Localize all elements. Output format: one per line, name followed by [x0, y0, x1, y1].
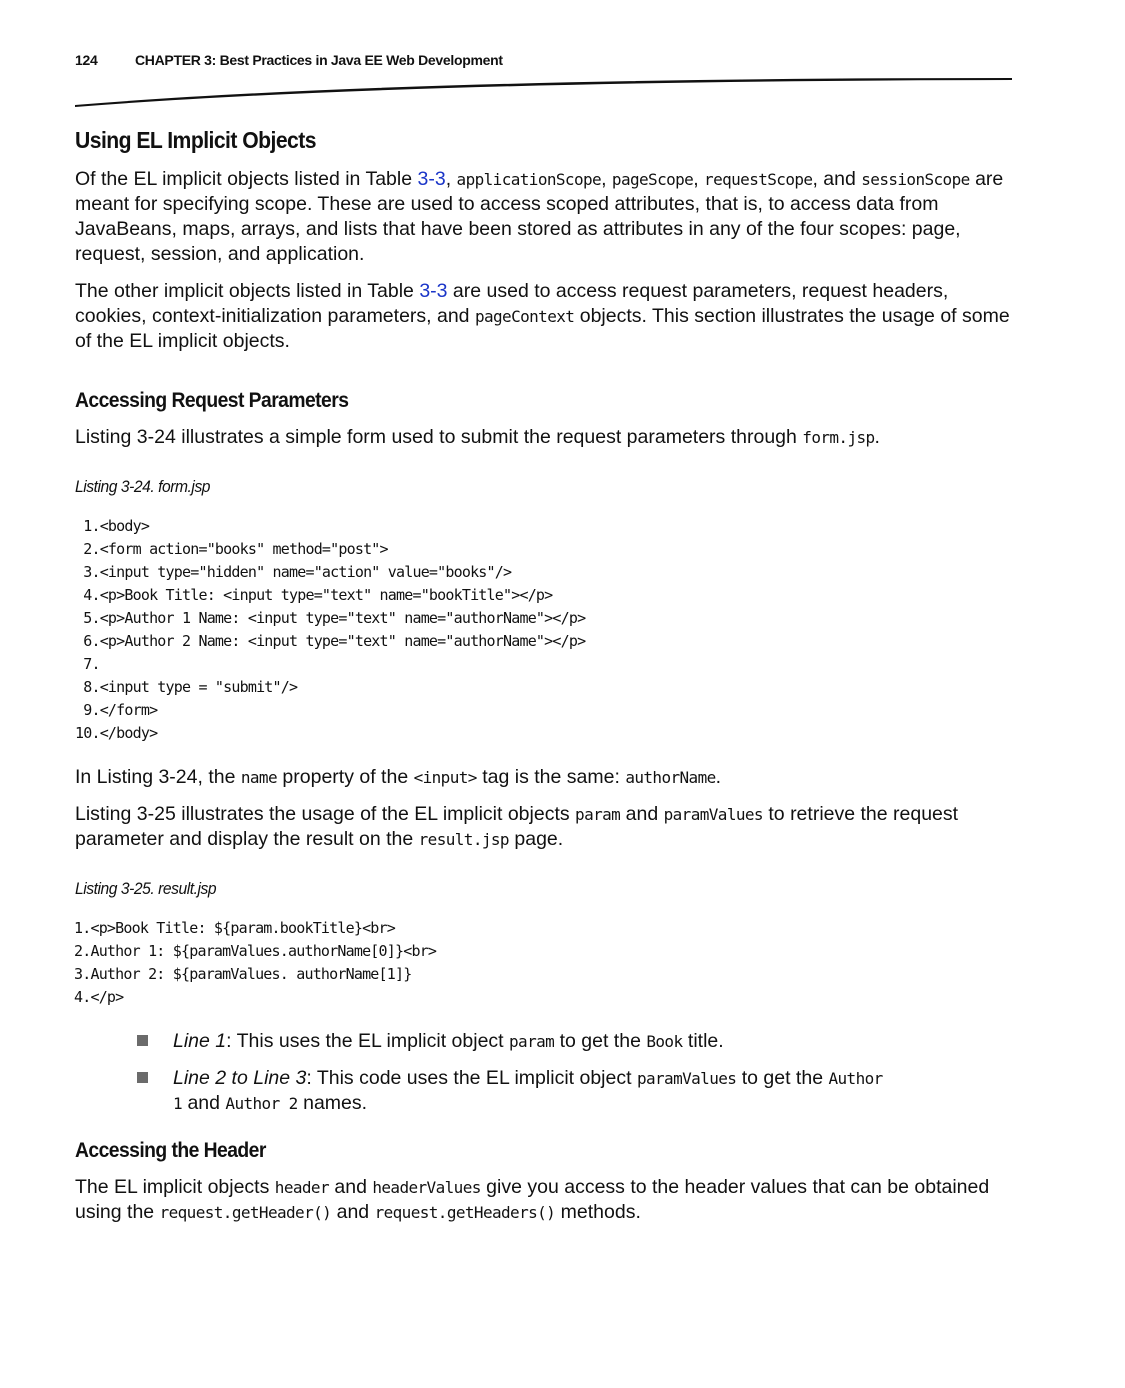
code-author-1: Author 1 — [173, 1069, 883, 1113]
code-param-values: paramValues — [636, 1069, 737, 1088]
paragraph-listing-3-25-intro — [75, 802, 1015, 852]
paragraph-header-objects — [75, 1175, 1015, 1225]
text: In Listing 3-24, the — [75, 766, 241, 788]
text: : This uses the EL implicit object — [226, 1030, 510, 1052]
text: , — [445, 168, 457, 190]
code-name: name — [240, 768, 277, 787]
listing-3-24-code: 1.<body> 2.<form action="books" method="post"> 3.<input type="hidden" name="action" value="books"/> 4.<p>Book Title: <input type="text" name="bookTitle"></p> 5.<p>Author 1 Name: <input type="text" name="authorName"></p> 6.<p>Author 2 Name: <input type="text" name="authorName"></p> 7. 8.<input type = "submit"/> 9.</form> 10.</body> — [75, 517, 586, 742]
code-param: param — [575, 805, 621, 824]
text: , and — [812, 168, 862, 190]
bullet-list — [75, 1029, 1015, 1116]
section-title-request-parameters: Accessing Request Parameters — [75, 389, 349, 412]
code-input-tag: <input> — [413, 768, 477, 787]
code-book: Book — [646, 1032, 683, 1051]
paragraph-listing-3-24-intro — [75, 425, 1015, 450]
list-item — [137, 1029, 893, 1054]
section-title-header: Accessing the Header — [75, 1139, 266, 1162]
code-page-context: pageContext — [474, 307, 575, 326]
text: and — [331, 1201, 375, 1223]
line-ref: Line 2 to Line 3 — [173, 1067, 307, 1089]
bullet-square-icon — [137, 1072, 148, 1083]
running-header — [75, 52, 503, 68]
text: objects. This section illustrates the usage of some of the EL implicit objects. — [75, 305, 1010, 352]
text: The other implicit objects listed in Table — [75, 280, 420, 302]
paragraph-name-property — [75, 765, 1015, 790]
code-application-scope: applicationScope — [456, 170, 602, 189]
code-param: param — [509, 1032, 555, 1051]
text: property of the — [277, 766, 414, 788]
text: and — [620, 803, 664, 825]
code-header: header — [274, 1178, 329, 1197]
code-request-scope: requestScope — [704, 170, 813, 189]
text: title. — [682, 1030, 724, 1052]
paragraph-scope-objects — [75, 167, 1015, 267]
text: to retrieve the request parameter and display the result on the — [75, 803, 959, 850]
text: and — [328, 1176, 373, 1198]
bullet-square-icon — [137, 1035, 148, 1046]
text: . — [715, 766, 722, 788]
page-number: 124 — [75, 52, 98, 68]
code-page-scope: pageScope — [611, 170, 694, 189]
header-rule — [75, 74, 1015, 110]
code-session-scope: sessionScope — [861, 170, 970, 189]
listing-3-24-caption: Listing 3-24. form.jsp — [75, 477, 211, 496]
text: : This code uses the EL implicit object — [306, 1067, 637, 1089]
code-author-2: Author 2 — [225, 1094, 298, 1113]
text: to get the — [736, 1067, 829, 1089]
page-content — [75, 124, 1015, 1237]
running-title: CHAPTER 3: Best Practices in Java EE Web Development — [135, 52, 503, 68]
table-3-3-link[interactable]: 3-3 — [419, 280, 448, 302]
list-item — [137, 1066, 893, 1116]
table-3-3-link[interactable]: 3-3 — [417, 168, 446, 190]
code-get-header: request.getHeader() — [159, 1203, 332, 1222]
text: . — [874, 426, 880, 448]
text: The EL implicit objects — [75, 1176, 275, 1198]
text: methods. — [555, 1201, 641, 1223]
text: Listing 3-25 illustrates the usage of the EL implicit objects — [75, 803, 576, 825]
code-header-values: headerValues — [372, 1178, 481, 1197]
code-result-jsp: result.jsp — [418, 830, 509, 849]
text: Listing 3-24 illustrates a simple form used to submit the request parameters through — [75, 426, 803, 448]
listing-3-25-code: 1.<p>Book Title: ${param.bookTitle}<br> 2.Author 1: ${paramValues.authorName[0]}<br> 3.Author 2: ${paramValues. authorName[1]} 4.</p> — [74, 919, 437, 1006]
text: names. — [297, 1092, 368, 1114]
text: , — [601, 168, 612, 190]
text: page. — [508, 828, 564, 850]
code-author-name: authorName — [625, 768, 716, 787]
line-ref: Line 1 — [173, 1030, 227, 1052]
section-title-el-implicit-objects: Using EL Implicit Objects — [75, 127, 316, 153]
listing-3-25-caption: Listing 3-25. result.jsp — [75, 879, 217, 898]
text: and — [182, 1092, 226, 1114]
text: give you access to the header values that can be obtained using the — [75, 1176, 990, 1223]
text: , — [693, 168, 705, 190]
text: tag is the same: — [476, 766, 626, 788]
text: to get the — [554, 1030, 647, 1052]
text: are used to access request parameters, request headers, cookies, context-initialization parameters, and — [75, 280, 949, 327]
code-param-values: paramValues — [663, 805, 763, 824]
text: are meant for specifying scope. These are used to access scoped attributes, that is, to access data from JavaBeans, maps, arrays, and lists that have been stored as attributes in any of the four scopes: page, request, session, and application. — [75, 168, 1004, 265]
code-form-jsp: form.jsp — [802, 428, 875, 447]
text: Of the EL implicit objects listed in Table — [75, 168, 418, 190]
paragraph-other-objects — [75, 279, 1015, 354]
code-get-headers: request.getHeaders() — [374, 1203, 556, 1222]
